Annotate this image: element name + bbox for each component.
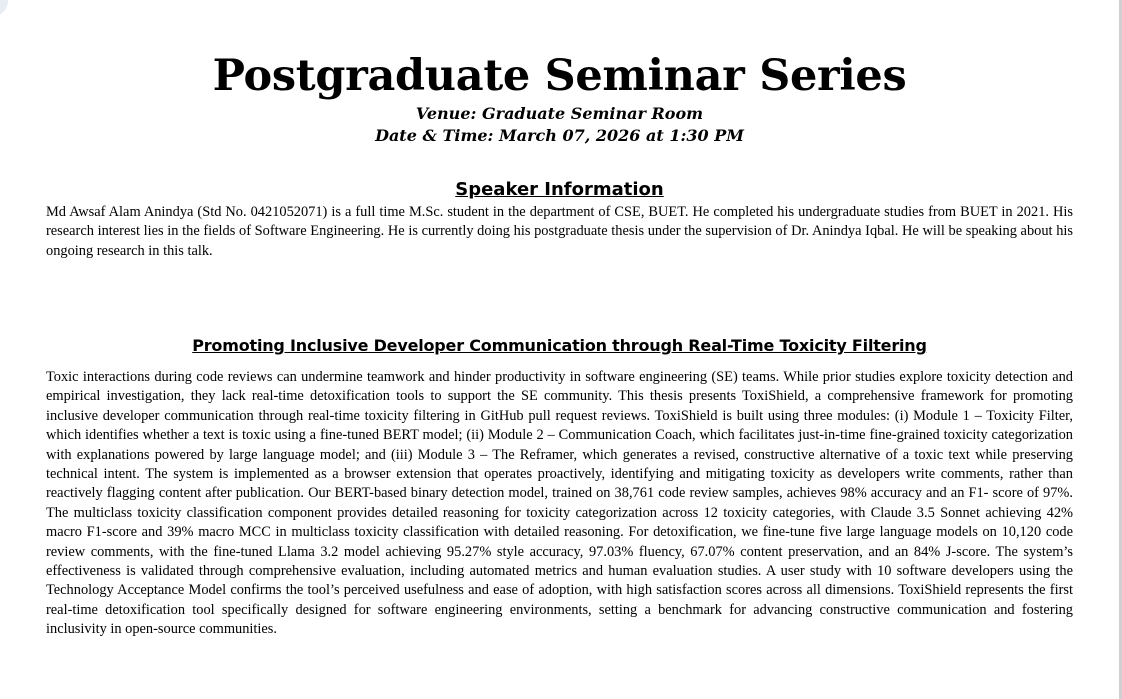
speaker-section-heading: Speaker Information — [455, 179, 664, 200]
venue-line: Venue: Graduate Seminar Room — [415, 104, 704, 123]
date-time-line: Date & Time: March 07, 2026 at 1:30 PM — [375, 126, 744, 145]
talk-abstract: Toxic interactions during code reviews can undermine teamwork and hinder productivity in software engineering (SE) teams. While prior studies explore toxicity detection and empirical investigation, they lack real-time detoxification tools to support the SE community. This thesis presents ToxiShield, a comprehensive framework for promoting inclusive developer communication through real-time toxicity filtering in GitHub pull request reviews. ToxiShield is built using three modules: (i) Module 1 – Toxicity Filter, which identifies whether a text is toxic using a fine-tuned BERT model; (ii) Module 2 – Communication Coach, which facilitates just-in-time fine-grained toxicity categorization with explanations powered by large language model; and (iii) Module 3 – The Reframer, which generates a revised, constructive alternative of a toxic text while preserving technical intent. The system is implemented as a browser extension that operates proactively, identifying and mitigating toxicity as developers write comments, rather than reactively flagging content after publication. Our BERT-based binary detection model, trained on 38,761 code review samples, achieves 98% accuracy and an F1- score of 97%. The multiclass toxicity classification component provides detailed reasoning for toxicity categorization across 12 toxicity categories, with Claude 3.5 Sonnet achieving 42% macro F1-score and 39% macro MCC in multiclass toxicity classification with detailed reasoning. For detoxification, we fine-tune five large language models on 10,120 code review comments, with the fine-tuned Llama 3.2 model achieving 95.27% style accuracy, 97.03% fluency, 67.07% content preservation, and an 84% J-score. The system’s effectiveness is validated through comprehensive evaluation, including automated metrics and human evaluation studies. A user study with 10 software developers using the Technology Acceptance Model confirms the tool’s perceived usefulness and ease of adoption, with high satisfaction scores across all dimensions. ToxiShield represents the first real-time detoxification tool specifically designed for software engineering environments, setting a benchmark for advancing constructive communication and fostering inclusivity in open-source communities. — [46, 369, 1073, 638]
page-title: Postgraduate Seminar Series — [212, 51, 907, 101]
speaker-bio: Md Awsaf Alam Anindya (Std No. 0421052071) is a full time M.Sc. student in the department of CSE, BUET. He completed his undergraduate studies from BUET in 2021. His research interest lies in the fields of Software Engineering. He is currently doing his postgraduate thesis under the supervision of Dr. Anindya Iqbal. He will be speaking about his ongoing research in this talk. — [46, 204, 1073, 259]
talk-title: Promoting Inclusive Developer Communication through Real-Time Toxicity Filtering — [192, 336, 927, 355]
